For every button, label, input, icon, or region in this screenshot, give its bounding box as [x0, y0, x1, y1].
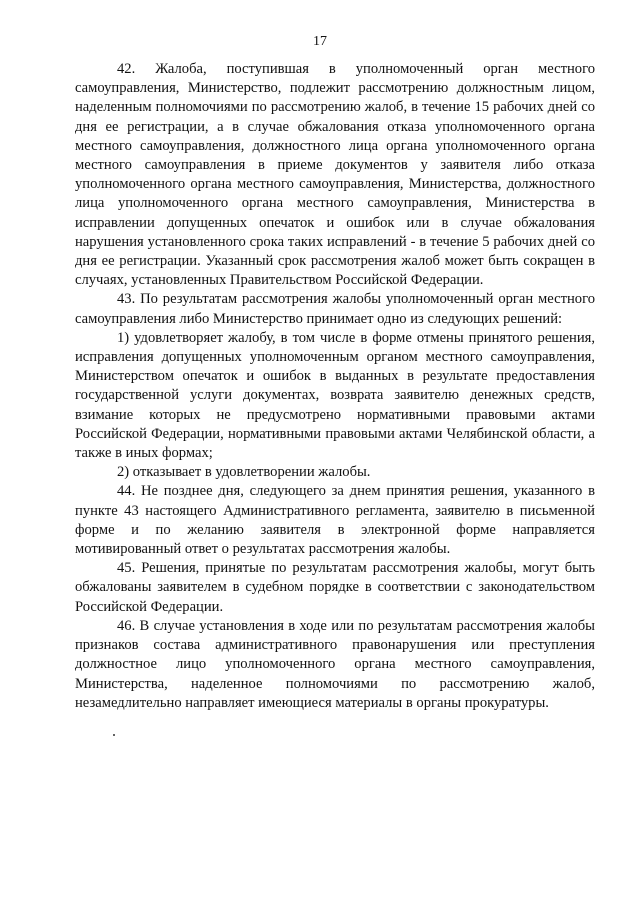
paragraph-44: 44. Не позднее дня, следующего за днем принятия решения, указанного в пункте 43 настоящего Административного регламента, заявителю в письменной форме и по желанию заявителя в электронной форме направляется мотивированный ответ о результатах рассмотрения жалобы. [75, 483, 595, 558]
document-body [75, 60, 595, 713]
paragraph-45: 45. Решения, принятые по результатам рассмотрения жалобы, могут быть обжалованы заявителем в судебном порядке в соответствии с законодательством Российской Федерации. [75, 560, 595, 615]
paragraph-43-item-1: 1) удовлетворяет жалобу, в том числе в форме отмены принятого решения, исправления допущенных уполномоченным органом местного самоуправления, Министерством опечаток и ошибок в выданных в результате предоставления государственной услуги документах, возврата заявителю денежных средств, взимание которых не предусмотрено нормативными правовыми актами Российской Федерации, нормативными правовыми актами Челябинской области, а также в иных формах; [75, 329, 595, 462]
page-number: 17 [313, 34, 327, 49]
paragraph-42: 42. Жалоба, поступившая в уполномоченный орган местного самоуправления, Министерство, подлежит рассмотрению должностным лицом, наделенным полномочиями по рассмотрению жалоб, в течение 15 рабочих дней со дня ее регистрации, а в случае обжалования отказа уполномоченного органа местного самоуправления, должностного лица органа уполномоченного органа местного самоуправления в приеме документов у заявителя либо отказа уполномоченного органа местного самоуправления, Министерства, должностного лица уполномоченного органа местного самоуправления, Министерства в исправлении допущенных опечаток и ошибок или в случае обжалования нарушения установленного срока таких исправлений - в течение 5 рабочих дней со дня ее регистрации. Указанный срок рассмотрения жалоб может быть сокращен в случаях, установленных Правительством Российской Федерации. [75, 61, 595, 289]
scan-speck [113, 734, 115, 736]
paragraph-46: 46. В случае установления в ходе или по результатам рассмотрения жалобы признаков состава административного правонарушения или преступления должностное лицо уполномоченного органа местного самоуправления, Министерства, наделенное полномочиями по рассмотрению жалоб, незамедлительно направляет имеющиеся материалы в органы прокуратуры. [75, 617, 595, 711]
paragraph-43-item-2: 2) отказывает в удовлетворении жалобы. [117, 464, 371, 481]
paragraph-43: 43. По результатам рассмотрения жалобы уполномоченный орган местного самоуправления либо Министерство принимает одно из следующих решений: [75, 291, 595, 327]
